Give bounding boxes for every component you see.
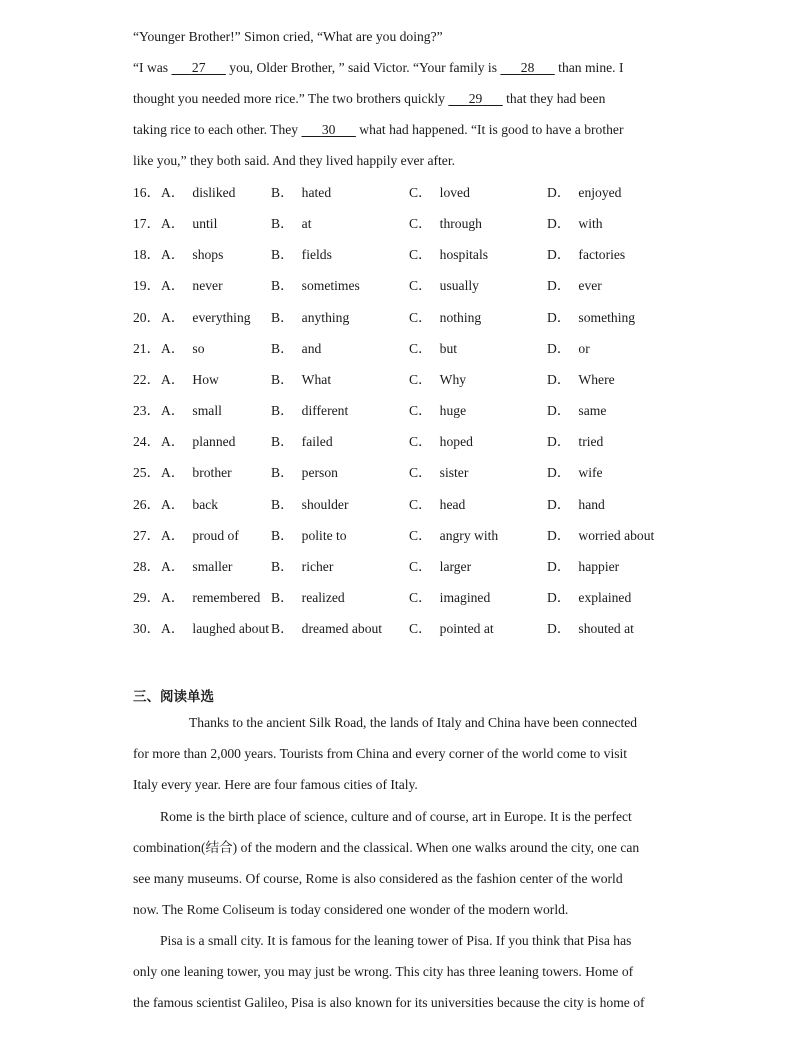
option-text: brother [192, 465, 232, 480]
option-b[interactable] [271, 277, 360, 295]
option-letter: D． [547, 590, 571, 605]
option-letter: C． [409, 497, 432, 512]
question-number: 27． [133, 528, 161, 543]
option-d[interactable] [547, 589, 631, 607]
option-text: disliked [192, 185, 236, 200]
option-text: planned [192, 434, 236, 449]
question-number: 23． [133, 403, 161, 418]
passage-line: Thanks to the ancient Silk Road, the lands of Italy and China have been connected [189, 715, 638, 730]
option-letter: D． [547, 528, 571, 543]
option-b[interactable] [271, 309, 349, 327]
option-text: sister [439, 465, 469, 480]
option-d[interactable] [547, 496, 605, 514]
option-text: and [301, 341, 322, 356]
option-b[interactable] [271, 589, 345, 607]
story-text: what had happened. “It is good to have a brother [355, 122, 624, 137]
option-text: at [301, 216, 312, 231]
option-text: failed [301, 434, 333, 449]
option-letter: C． [409, 403, 432, 418]
option-d[interactable] [547, 309, 635, 327]
option-b[interactable] [271, 402, 348, 420]
option-text: laughed about [192, 621, 270, 636]
option-text: but [439, 341, 458, 356]
option-letter: C． [409, 559, 432, 574]
option-a[interactable] [161, 309, 251, 327]
option-letter: B． [271, 590, 294, 605]
blank-number: 27 [191, 60, 206, 75]
option-c[interactable] [409, 433, 473, 451]
blank-28 [500, 59, 554, 77]
option-letter: A． [161, 559, 185, 574]
option-letter: C． [409, 310, 432, 325]
option-c[interactable] [409, 184, 470, 202]
option-text: until [192, 216, 218, 231]
option-text: hospitals [439, 247, 489, 262]
option-letter: C． [409, 216, 432, 231]
option-text: wife [578, 465, 603, 480]
option-text: never [192, 278, 223, 293]
option-letter: B． [271, 528, 294, 543]
option-text: smaller [192, 559, 233, 574]
option-letter: A． [161, 621, 185, 636]
option-text: hated [301, 185, 332, 200]
option-c[interactable] [409, 402, 466, 420]
option-letter: D． [547, 403, 571, 418]
option-b[interactable] [271, 246, 332, 264]
option-a[interactable] [161, 402, 222, 420]
option-letter: D． [547, 372, 571, 387]
option-b[interactable] [271, 464, 338, 482]
option-letter: D． [547, 497, 571, 512]
option-text: everything [192, 310, 251, 325]
story-line-1 [133, 28, 673, 46]
question-number: 24． [133, 434, 161, 449]
option-text: loved [439, 185, 470, 200]
option-d[interactable] [547, 620, 634, 638]
question-number: 21． [133, 341, 161, 356]
option-letter: C． [409, 372, 432, 387]
option-a[interactable] [161, 246, 223, 264]
blank-number: 28 [520, 60, 535, 75]
option-letter: A． [161, 247, 185, 262]
question-number: 29． [133, 590, 161, 605]
option-d[interactable] [547, 246, 625, 264]
option-text: pointed at [439, 621, 494, 636]
option-letter: B． [271, 372, 294, 387]
passage-line: Rome is the birth place of science, culture and of course, art in Europe. It is the perfect [160, 809, 632, 824]
passage-line: see many museums. Of course, Rome is also considered as the fashion center of the world [133, 871, 623, 886]
option-c[interactable] [409, 215, 482, 233]
option-text: with [578, 216, 603, 231]
option-text: different [301, 403, 349, 418]
story-line-2 [133, 59, 673, 77]
section-heading: 三、阅读单选 [133, 689, 214, 705]
option-letter: D． [547, 185, 571, 200]
option-text: Where [578, 372, 615, 387]
option-letter: A． [161, 403, 185, 418]
option-letter: B． [271, 247, 294, 262]
option-b[interactable] [271, 340, 321, 358]
question-row [133, 371, 673, 389]
option-letter: C． [409, 247, 432, 262]
option-text: shoulder [301, 497, 349, 512]
question-number: 28． [133, 559, 161, 574]
option-text: ever [578, 278, 602, 293]
option-c[interactable] [409, 371, 466, 389]
option-b[interactable] [271, 184, 331, 202]
question-row [133, 496, 673, 514]
option-text: What [301, 372, 332, 387]
story-text: you, Older Brother, ” said Victor. “Your family is [225, 60, 501, 75]
option-text: shops [192, 247, 224, 262]
option-letter: A． [161, 590, 185, 605]
question-row [133, 402, 673, 420]
option-letter: C． [409, 341, 432, 356]
option-d[interactable] [547, 371, 615, 389]
option-text: same [578, 403, 607, 418]
option-a[interactable] [161, 433, 235, 451]
passage-line: only one leaning tower, you may just be wrong. This city has three leaning towers. Home of [133, 964, 634, 979]
story-text: like you,” they both said. And they lived happily ever after. [133, 153, 456, 168]
option-letter: B． [271, 465, 294, 480]
option-text: or [578, 341, 590, 356]
option-letter: C． [409, 621, 432, 636]
option-text: huge [439, 403, 467, 418]
option-letter: B． [271, 216, 294, 231]
story-line-3 [133, 90, 673, 108]
option-letter: D． [547, 621, 571, 636]
option-text: usually [439, 278, 479, 293]
option-letter: B． [271, 434, 294, 449]
question-number: 16． [133, 185, 161, 200]
question-number: 26． [133, 497, 161, 512]
story-text: than mine. I [554, 60, 624, 75]
option-letter: C． [409, 590, 432, 605]
option-a[interactable] [161, 277, 223, 295]
question-row [133, 620, 673, 638]
option-a[interactable] [161, 527, 239, 545]
option-c[interactable] [409, 620, 494, 638]
blank-number: 29 [468, 91, 483, 106]
option-text: enjoyed [578, 185, 622, 200]
story-text: “Younger Brother!” Simon cried, “What are you doing?” [133, 29, 443, 44]
question-number: 22． [133, 372, 161, 387]
option-letter: C． [409, 185, 432, 200]
option-b[interactable] [271, 620, 382, 638]
option-text: proud of [192, 528, 239, 543]
blank-number: 30 [321, 122, 336, 137]
option-text: through [439, 216, 482, 231]
question-number: 18． [133, 247, 161, 262]
option-b[interactable] [271, 558, 333, 576]
option-letter: D． [547, 434, 571, 449]
question-number: 30． [133, 621, 161, 636]
option-c[interactable] [409, 558, 471, 576]
option-letter: B． [271, 403, 294, 418]
option-text: nothing [439, 310, 482, 325]
option-d[interactable] [547, 558, 619, 576]
option-letter: C． [409, 434, 432, 449]
option-a[interactable] [161, 589, 260, 607]
option-text: sometimes [301, 278, 360, 293]
option-letter: B． [271, 310, 294, 325]
passage-line: combination(结合) of the modern and the classical. When one walks around the city, one can [133, 840, 640, 855]
option-c[interactable] [409, 340, 457, 358]
passage-line: the famous scientist Galileo, Pisa is also known for its universities because the city is home of [133, 995, 645, 1010]
option-text: tried [578, 434, 604, 449]
option-a[interactable] [161, 184, 235, 202]
question-number: 17． [133, 216, 161, 231]
option-a[interactable] [161, 464, 232, 482]
story-text: thought you needed more rice.” The two brothers quickly [133, 91, 449, 106]
option-letter: A． [161, 497, 185, 512]
option-d[interactable] [547, 215, 603, 233]
passage-line: for more than 2,000 years. Tourists from China and every corner of the world come to visit [133, 746, 628, 761]
option-letter: B． [271, 559, 294, 574]
option-a[interactable] [161, 558, 232, 576]
option-letter: D． [547, 310, 571, 325]
question-row [133, 277, 673, 295]
option-letter: C． [409, 528, 432, 543]
option-text: factories [578, 247, 626, 262]
blank-27 [172, 59, 226, 77]
question-row [133, 340, 673, 358]
option-letter: A． [161, 341, 185, 356]
option-text: something [578, 310, 636, 325]
option-letter: B． [271, 621, 294, 636]
story-text: that they had been [502, 91, 606, 106]
option-d[interactable] [547, 433, 603, 451]
question-number: 25． [133, 465, 161, 480]
option-letter: D． [547, 247, 571, 262]
option-d[interactable] [547, 527, 654, 545]
question-row [133, 309, 673, 327]
story-text: “I was [133, 60, 172, 75]
option-text: back [192, 497, 219, 512]
option-d[interactable] [547, 277, 602, 295]
option-c[interactable] [409, 496, 465, 514]
question-row [133, 246, 673, 264]
option-text: small [192, 403, 222, 418]
option-b[interactable] [271, 433, 333, 451]
option-c[interactable] [409, 277, 479, 295]
option-text: person [301, 465, 338, 480]
passage-line: now. The Rome Coliseum is today considered one wonder of the modern world. [133, 902, 569, 917]
option-d[interactable] [547, 402, 606, 420]
question-row [133, 464, 673, 482]
option-letter: D． [547, 341, 571, 356]
option-b[interactable] [271, 527, 347, 545]
option-text: polite to [301, 528, 347, 543]
option-letter: C． [409, 278, 432, 293]
option-letter: A． [161, 216, 185, 231]
blank-30 [301, 121, 355, 139]
option-letter: B． [271, 185, 294, 200]
option-a[interactable] [161, 215, 217, 233]
story-text: taking rice to each other. They [133, 122, 302, 137]
option-c[interactable] [409, 309, 481, 327]
option-c[interactable] [409, 246, 488, 264]
option-letter: A． [161, 310, 185, 325]
option-letter: A． [161, 278, 185, 293]
option-c[interactable] [409, 464, 468, 482]
question-number: 19． [133, 278, 161, 293]
question-row [133, 184, 673, 202]
option-a[interactable] [161, 496, 218, 514]
option-text: larger [439, 559, 472, 574]
passage-line: Italy every year. Here are four famous cities of Italy. [133, 777, 418, 792]
option-text: Why [439, 372, 467, 387]
option-text: so [192, 341, 205, 356]
option-letter: B． [271, 278, 294, 293]
option-text: worried about [578, 528, 655, 543]
option-letter: B． [271, 341, 294, 356]
option-text: hoped [439, 434, 473, 449]
question-row [133, 589, 673, 607]
story-line-5 [133, 152, 673, 170]
blank-29 [448, 90, 502, 108]
option-text: anything [301, 310, 350, 325]
option-a[interactable] [161, 340, 205, 358]
option-letter: A． [161, 434, 185, 449]
option-letter: D． [547, 559, 571, 574]
story-line-4 [133, 121, 673, 139]
option-text: richer [301, 559, 334, 574]
option-letter: B． [271, 497, 294, 512]
option-text: remembered [192, 590, 261, 605]
option-text: happier [578, 559, 620, 574]
option-letter: D． [547, 216, 571, 231]
option-text: head [439, 497, 466, 512]
option-b[interactable] [271, 371, 331, 389]
option-letter: D． [547, 465, 571, 480]
option-b[interactable] [271, 496, 349, 514]
option-text: realized [301, 590, 345, 605]
option-d[interactable] [547, 464, 603, 482]
option-letter: A． [161, 465, 185, 480]
option-d[interactable] [547, 184, 621, 202]
option-text: How [192, 372, 219, 387]
option-d[interactable] [547, 340, 590, 358]
option-text: hand [578, 497, 605, 512]
option-text: fields [301, 247, 332, 262]
question-row [133, 527, 673, 545]
passage-line: Pisa is a small city. It is famous for the leaning tower of Pisa. If you think that Pisa has [160, 933, 632, 948]
option-letter: A． [161, 372, 185, 387]
option-text: dreamed about [301, 621, 383, 636]
option-text: angry with [439, 528, 499, 543]
question-row [133, 558, 673, 576]
option-text: imagined [439, 590, 491, 605]
option-letter: A． [161, 185, 185, 200]
option-letter: D． [547, 278, 571, 293]
question-number: 20． [133, 310, 161, 325]
option-a[interactable] [161, 371, 219, 389]
option-letter: C． [409, 465, 432, 480]
option-a[interactable] [161, 620, 269, 638]
option-text: explained [578, 590, 632, 605]
option-b[interactable] [271, 215, 311, 233]
question-row [133, 433, 673, 451]
option-text: shouted at [578, 621, 634, 636]
option-letter: A． [161, 528, 185, 543]
option-c[interactable] [409, 527, 498, 545]
question-row [133, 215, 673, 233]
option-c[interactable] [409, 589, 490, 607]
